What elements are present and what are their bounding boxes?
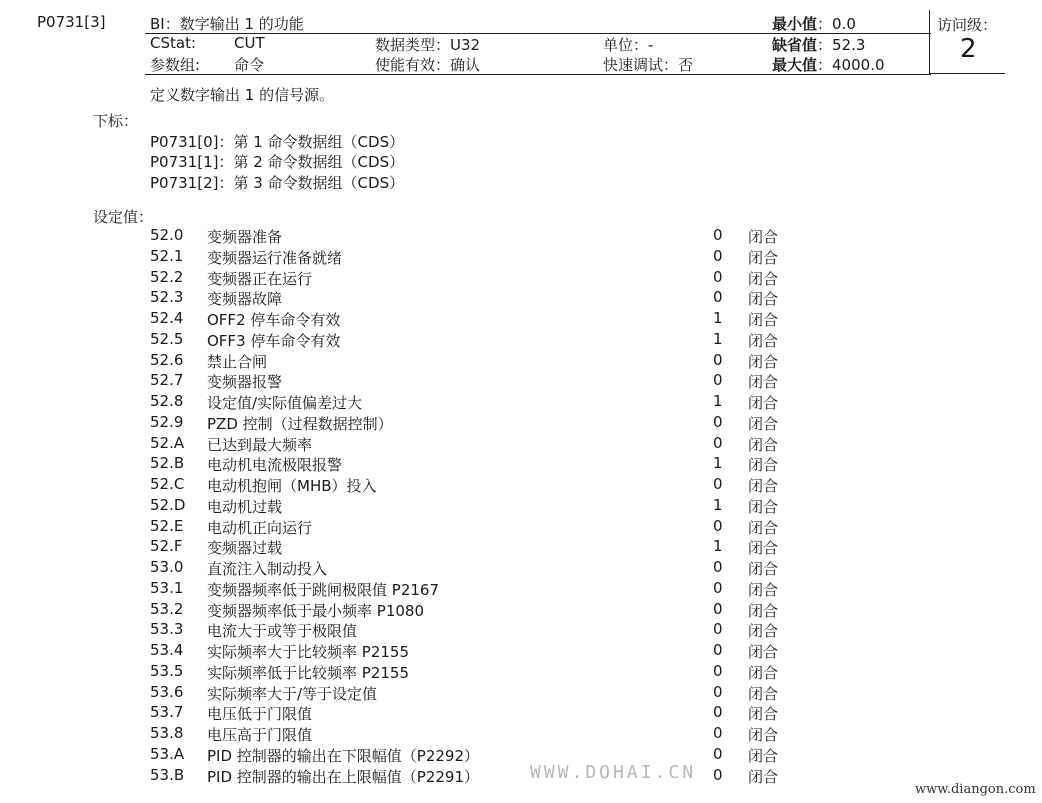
settings-row [0, 620, 1042, 641]
enable-active: 使能有效：确认 [375, 56, 481, 74]
setting-state: 闭合 [748, 352, 779, 371]
setting-value: 1 [713, 495, 723, 514]
settings-row [0, 517, 1042, 538]
setting-state: 闭合 [748, 456, 779, 475]
quick-commissioning: 快速调试：否 [603, 56, 694, 74]
settings-row [0, 434, 1042, 455]
setting-description: 电动机电流极限报警 [207, 456, 343, 475]
settings-row [0, 766, 1042, 787]
setting-state: 闭合 [748, 767, 779, 786]
settings-row [0, 371, 1042, 392]
min-number: ：0.0 [817, 15, 856, 33]
setting-state: 闭合 [748, 414, 779, 433]
setting-description: 变频器故障 [207, 290, 283, 309]
setting-code: 52.5 [150, 329, 184, 348]
datatype: 数据类型：U32 [375, 36, 481, 54]
settings-row [0, 268, 1042, 289]
setting-value: 0 [713, 661, 723, 680]
setting-description: 电压低于门限值 [207, 705, 313, 724]
setting-value: 0 [713, 641, 723, 659]
setting-description: 电动机抱闸（MHB）投入 [207, 477, 377, 495]
settings-row [0, 662, 1042, 683]
setting-value: 0 [713, 350, 723, 369]
setting-state: 闭合 [748, 290, 779, 309]
setting-description: 电动机过载 [207, 497, 283, 516]
settings-heading: 设定值： [93, 208, 154, 226]
setting-description: 变频器频率低于最小频率 P1080 [207, 601, 424, 620]
settings-row [0, 288, 1042, 309]
setting-value: 0 [713, 744, 723, 763]
setting-code: 52.F [150, 537, 183, 556]
settings-row [0, 247, 1042, 268]
max-value [772, 54, 885, 75]
setting-value: 0 [713, 371, 723, 390]
setting-description: 变频器报警 [207, 373, 283, 392]
setting-state: 闭合 [748, 643, 779, 661]
setting-description: 直流注入制动投入 [207, 560, 328, 578]
setting-value: 0 [713, 578, 723, 597]
setting-value: 1 [713, 537, 723, 556]
setting-state: 闭合 [748, 601, 779, 620]
setting-value: 0 [713, 246, 723, 265]
max-number: ：4000.0 [817, 56, 885, 74]
setting-description: OFF2 停车命令有效 [207, 311, 341, 329]
setting-value: 1 [713, 454, 723, 473]
settings-row [0, 330, 1042, 351]
access-level-value: 2 [960, 34, 977, 64]
settings-row [0, 226, 1042, 247]
setting-description: 实际频率低于比较频率 P2155 [207, 663, 409, 682]
setting-state: 闭合 [748, 539, 779, 558]
setting-description: 变频器正在运行 [207, 269, 313, 288]
setting-description: 实际频率大于比较频率 P2155 [207, 643, 409, 661]
setting-code: 52.E [150, 516, 184, 535]
access-level-box [929, 10, 1005, 74]
setting-state: 闭合 [748, 518, 779, 537]
setting-state: 闭合 [748, 311, 779, 329]
settings-row [0, 413, 1042, 434]
setting-description: OFF3 停车命令有效 [207, 331, 341, 350]
param-title: BI：数字输出 1 的功能 [150, 15, 304, 33]
default-value [772, 34, 865, 55]
setting-description: 禁止合闸 [207, 352, 268, 371]
param-id: P0731[3] [37, 13, 106, 31]
setting-code: 52.9 [150, 412, 184, 431]
settings-row [0, 641, 1042, 662]
setting-description: 变频器准备 [207, 228, 283, 246]
setting-value: 0 [713, 288, 723, 307]
settings-row [0, 309, 1042, 330]
setting-code: 53.0 [150, 558, 184, 576]
setting-description: PID 控制器的输出在下限幅值（P2292） [207, 746, 480, 765]
header-top-rule [145, 33, 931, 34]
setting-value: 0 [713, 516, 723, 535]
setting-value: 0 [713, 724, 723, 742]
default-number: ：52.3 [817, 36, 866, 54]
settings-row [0, 579, 1042, 600]
watermark-center: WWW.DOHAI.CN [530, 762, 697, 783]
settings-row [0, 475, 1042, 496]
cstat-label: CStat: [150, 34, 197, 52]
settings-row [0, 558, 1042, 579]
watermark-corner: www.diangon.com [915, 782, 1036, 797]
setting-value: 0 [713, 620, 723, 639]
setting-state: 闭合 [748, 497, 779, 516]
setting-state: 闭合 [748, 622, 779, 641]
setting-description: 已达到最大频率 [207, 435, 313, 454]
setting-description: 电压高于门限值 [207, 726, 313, 744]
settings-row [0, 600, 1042, 621]
setting-description: 实际频率大于/等于设定值 [207, 684, 378, 703]
description: 定义数字输出 1 的信号源。 [150, 86, 335, 104]
setting-code: 53.3 [150, 620, 184, 639]
setting-code: 52.6 [150, 350, 184, 369]
setting-state: 闭合 [748, 373, 779, 392]
setting-description: PZD 控制（过程数据控制） [207, 414, 393, 433]
settings-row [0, 683, 1042, 704]
setting-code: 52.D [150, 495, 186, 514]
setting-state: 闭合 [748, 726, 779, 744]
setting-code: 52.0 [150, 226, 184, 244]
setting-value: 1 [713, 309, 723, 327]
setting-value: 0 [713, 226, 723, 244]
setting-description: 变频器过载 [207, 539, 283, 558]
setting-code: 52.A [150, 433, 185, 452]
setting-state: 闭合 [748, 580, 779, 599]
settings-row [0, 351, 1042, 372]
min-value [772, 13, 856, 34]
setting-value: 0 [713, 433, 723, 452]
setting-code: 52.3 [150, 288, 184, 307]
setting-description: 设定值/实际值偏差过大 [207, 394, 363, 412]
settings-row [0, 537, 1042, 558]
cstat-value: CUT [234, 34, 265, 52]
setting-value: 0 [713, 475, 723, 493]
setting-code: 52.C [150, 475, 185, 493]
setting-code: 53.8 [150, 724, 184, 742]
index-item: P0731[0]：第 1 命令数据组（CDS） [150, 133, 405, 151]
setting-state: 闭合 [748, 684, 779, 703]
setting-code: 53.2 [150, 599, 184, 618]
settings-row [0, 392, 1042, 413]
setting-description: 电流大于或等于极限值 [207, 622, 358, 641]
settings-row [0, 703, 1042, 724]
setting-code: 52.4 [150, 309, 184, 327]
setting-code: 52.7 [150, 371, 184, 390]
setting-code: 53.6 [150, 682, 184, 701]
setting-value: 1 [713, 329, 723, 348]
setting-code: 52.1 [150, 246, 184, 265]
default-label: 缺省值 [772, 36, 818, 54]
settings-row [0, 724, 1042, 745]
setting-description: PID 控制器的输出在上限幅值（P2291） [207, 767, 480, 786]
setting-code: 52.B [150, 454, 185, 473]
setting-state: 闭合 [748, 228, 779, 246]
setting-description: 变频器运行准备就绪 [207, 248, 343, 267]
setting-value: 0 [713, 267, 723, 286]
setting-code: 53.5 [150, 661, 184, 680]
setting-value: 1 [713, 392, 723, 410]
settings-row [0, 496, 1042, 517]
setting-state: 闭合 [748, 746, 779, 765]
setting-code: 53.1 [150, 578, 184, 597]
setting-description: 变频器频率低于跳闸极限值 P2167 [207, 580, 439, 599]
unit: 单位：- [603, 36, 654, 54]
setting-description: 电动机正向运行 [207, 518, 313, 537]
setting-value: 0 [713, 412, 723, 431]
setting-code: 52.8 [150, 392, 184, 410]
setting-value: 0 [713, 558, 723, 576]
setting-state: 闭合 [748, 477, 779, 495]
setting-state: 闭合 [748, 705, 779, 724]
setting-state: 闭合 [748, 435, 779, 454]
setting-value: 0 [713, 765, 723, 784]
setting-state: 闭合 [748, 248, 779, 267]
group-label: 参数组: [150, 56, 201, 74]
setting-state: 闭合 [748, 394, 779, 412]
setting-code: 53.A [150, 744, 185, 763]
index-item: P0731[2]：第 3 命令数据组（CDS） [150, 174, 405, 192]
setting-state: 闭合 [748, 269, 779, 288]
setting-value: 0 [713, 703, 723, 722]
access-level-label: 访问级： [937, 16, 998, 34]
settings-row [0, 745, 1042, 766]
index-heading: 下标： [93, 112, 139, 130]
min-label: 最小值 [772, 15, 818, 33]
header-bottom-rule [145, 74, 931, 75]
setting-value: 0 [713, 682, 723, 701]
max-label: 最大值 [772, 56, 818, 74]
index-item: P0731[1]：第 2 命令数据组（CDS） [150, 153, 405, 171]
setting-code: 53.B [150, 765, 185, 784]
setting-code: 53.4 [150, 641, 184, 659]
setting-state: 闭合 [748, 560, 779, 578]
setting-state: 闭合 [748, 663, 779, 682]
setting-state: 闭合 [748, 331, 779, 350]
setting-value: 0 [713, 599, 723, 618]
settings-row [0, 454, 1042, 475]
setting-code: 52.2 [150, 267, 184, 286]
setting-code: 53.7 [150, 703, 184, 722]
group-value: 命令 [234, 56, 265, 74]
